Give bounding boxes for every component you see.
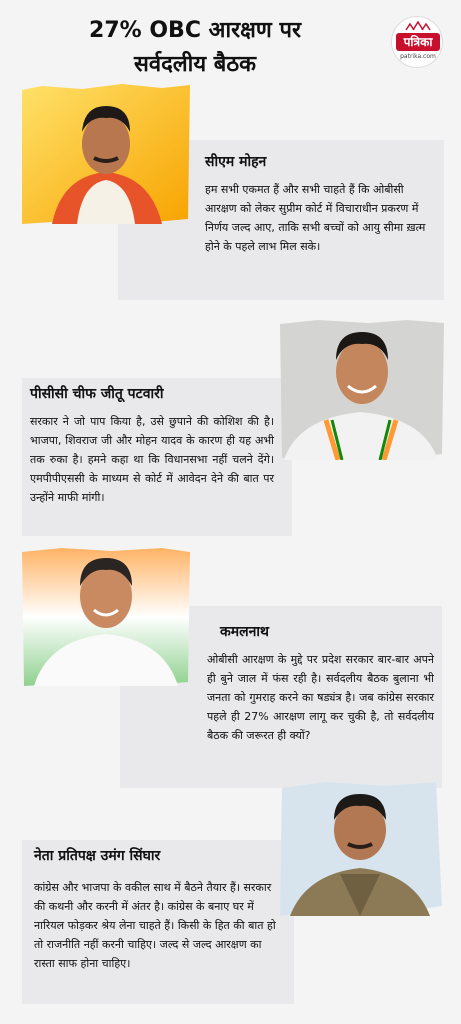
logo-brand-text: पत्रिका (396, 33, 440, 51)
section-jitu-patwari-quote: सरकार ने जो पाप किया है, उसे छुपाने की कोशिश की है। भाजपा, शिवराज जी और मोहन यादव के कारण ही यह अभी तक रुका है। हमने कहा था कि विधानसभा नहीं चलने देंगे। एमपीपीएससी के माध्यम से कोर्ट में आवेदन देने की बात पर उन्होंने माफी मांगी। (30, 415, 274, 504)
title-line-1: 27% OBC आरक्षण पर (89, 18, 301, 43)
umang-singhar-photo (276, 780, 444, 916)
section-cm-mohan-name: सीएम मोहन (205, 154, 267, 170)
section-umang-singhar-quote: कांग्रेस और भाजपा के वकील साथ में बैठने तैयार हैं। सरकार की कथनी और करनी में अंतर है। कांग्रेस के बनाए घर में नारियल फोड़कर श्रेय लेना चाहते हैं। किसी के हित की बात हो तो राजनीति नहीं करनी चाहिए। जल्द से जल्द आरक्षण का रास्ता साफ होना चाहिए। (34, 881, 276, 970)
kamalnath-photo (22, 548, 190, 686)
title-line-2: सर्वदलीय बैठक (133, 52, 257, 77)
page-title (0, 14, 390, 82)
section-kamalnath-quote: ओबीसी आरक्षण के मुद्दे पर प्रदेश सरकार बार-बार अपने ही बुने जाल में फंस रही है। सर्वदलीय बैठक बुलाना भी जनता को गुमराह करने का षड्यंत्र है। जब कांग्रेस सरकार पहले ही 27% आरक्षण लागू कर चुकी है, तो सर्वदलीय बैठक की जरूरत ही क्यों? (207, 653, 434, 742)
section-umang-singhar-name: नेता प्रतिपक्ष उमंग सिंघार (34, 848, 161, 864)
patrika-logo (391, 16, 443, 68)
section-kamalnath-name: कमलनाथ (220, 624, 269, 640)
crest-icon (404, 21, 432, 31)
logo-url-text: patrika.com (400, 53, 436, 60)
jitu-patwari-photo (278, 320, 444, 460)
section-cm-mohan-quote: हम सभी एकमत हैं और सभी चाहते हैं कि ओबीसी आरक्षण को लेकर सुप्रीम कोर्ट में विचाराधीन प्रकरण में निर्णय जल्द आए, ताकि सभी बच्चों को आयु सीमा ख़त्म होने के पहले लाभ मिल सके। (205, 183, 426, 253)
section-jitu-patwari-name: पीसीसी चीफ जीतू पटवारी (30, 386, 164, 402)
cm-mohan-photo (22, 84, 190, 224)
